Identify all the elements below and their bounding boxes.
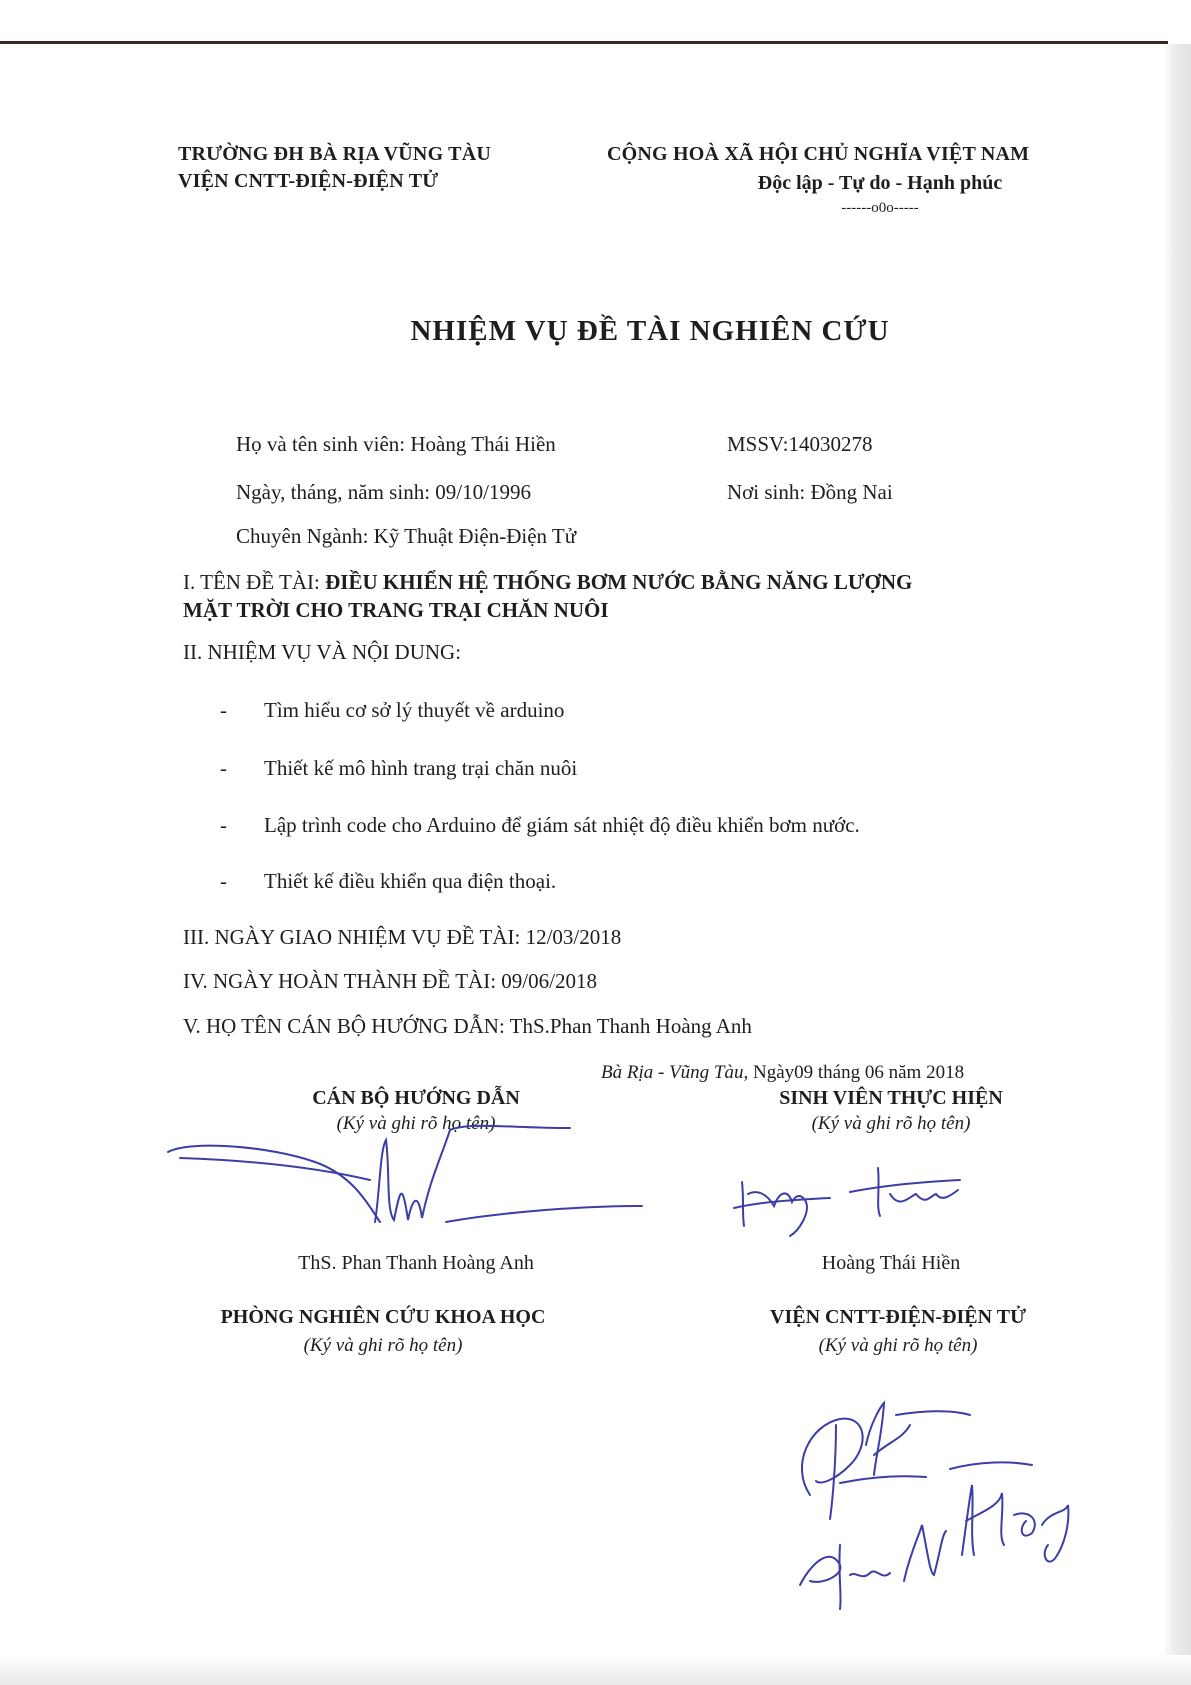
section-1-topic-line2: MẶT TRỜI CHO TRANG TRẠI CHĂN NUÔI [183, 598, 609, 622]
university-name: TRƯỜNG ĐH BÀ RỊA VŨNG TÀU [178, 143, 491, 165]
student-major: Chuyên Ngành: Kỹ Thuật Điện-Điện Tử [236, 524, 577, 548]
document-title: NHIỆM VỤ ĐỀ TÀI NGHIÊN CỨU [410, 315, 890, 347]
national-motto: Độc lập - Tự do - Hạnh phúc [757, 172, 1003, 194]
student-signature [730, 1150, 1030, 1240]
institute-sig-title: VIỆN CNTT-ĐIỆN-ĐIỆN TỬ [770, 1306, 1026, 1328]
student-sig-hint: (Ký và ghi rõ họ tên) [811, 1113, 971, 1134]
header-ornament: ------o0o----- [841, 200, 919, 216]
research-office-hint: (Ký và ghi rõ họ tên) [303, 1335, 463, 1356]
student-name: Họ và tên sinh viên: Hoàng Thái Hiền [236, 432, 556, 456]
advisor-name: ThS. Phan Thanh Hoàng Anh [298, 1252, 534, 1274]
student-dob: Ngày, tháng, năm sinh: 09/10/1996 [236, 480, 531, 504]
institute-name: VIỆN CNTT-ĐIỆN-ĐIỆN TỬ [178, 170, 439, 192]
list-item: - Thiết kế mô hình trang trại chăn nuôi [220, 756, 578, 780]
section-2-label: II. NHIỆM VỤ VÀ NỘI DUNG: [183, 640, 462, 664]
section-1-topic [183, 570, 912, 595]
list-item: - Thiết kế điều khiển qua điện thoại. [220, 869, 557, 893]
scan-right-edge [1163, 44, 1191, 1685]
advisor-sig-title: CÁN BỘ HƯỚNG DẪN [312, 1087, 520, 1109]
student-id: MSSV:14030278 [727, 432, 873, 456]
section-4-finish-date: IV. NGÀY HOÀN THÀNH ĐỀ TÀI: 09/06/2018 [183, 969, 597, 993]
top-border-line [0, 41, 1168, 44]
advisor-sig-hint: (Ký và ghi rõ họ tên) [336, 1113, 496, 1134]
list-item: - Lập trình code cho Arduino để giám sát nhiệt độ điều khiển bơm nước. [220, 813, 860, 837]
national-title: CỘNG HOÀ XÃ HỘI CHỦ NGHĨA VIỆT NAM [607, 143, 1030, 165]
section-1-topic-line1: ĐIỀU KHIỂN HỆ THỐNG BƠM NƯỚC BẰNG NĂNG LƯỢNG [325, 570, 913, 594]
institute-signature [770, 1385, 1090, 1615]
date: Ngày09 tháng 06 năm 2018 [748, 1062, 965, 1083]
student-birthplace: Nơi sinh: Đồng Nai [727, 480, 893, 504]
student-sig-title: SINH VIÊN THỰC HIỆN [779, 1087, 1003, 1109]
place: Bà Rịa - Vũng Tàu, [601, 1062, 749, 1083]
research-office-title: PHÒNG NGHIÊN CỨU KHOA HỌC [220, 1306, 546, 1328]
advisor-signature [150, 1110, 650, 1240]
section-3-assign-date: III. NGÀY GIAO NHIỆM VỤ ĐỀ TÀI: 12/03/2018 [183, 925, 622, 949]
section-1-label: I. TÊN ĐỀ TÀI: [183, 570, 326, 594]
list-item: - Tìm hiểu cơ sở lý thuyết về arduino [220, 698, 565, 722]
scan-top-margin [0, 0, 1191, 42]
institute-sig-hint: (Ký và ghi rõ họ tên) [818, 1335, 978, 1356]
student-name-signature: Hoàng Thái Hiền [821, 1252, 961, 1274]
date-place-line [601, 1062, 964, 1084]
scan-bottom-edge [0, 1655, 1191, 1685]
section-5-advisor: V. HỌ TÊN CÁN BỘ HƯỚNG DẪN: ThS.Phan Thanh Hoàng Anh [183, 1014, 752, 1038]
